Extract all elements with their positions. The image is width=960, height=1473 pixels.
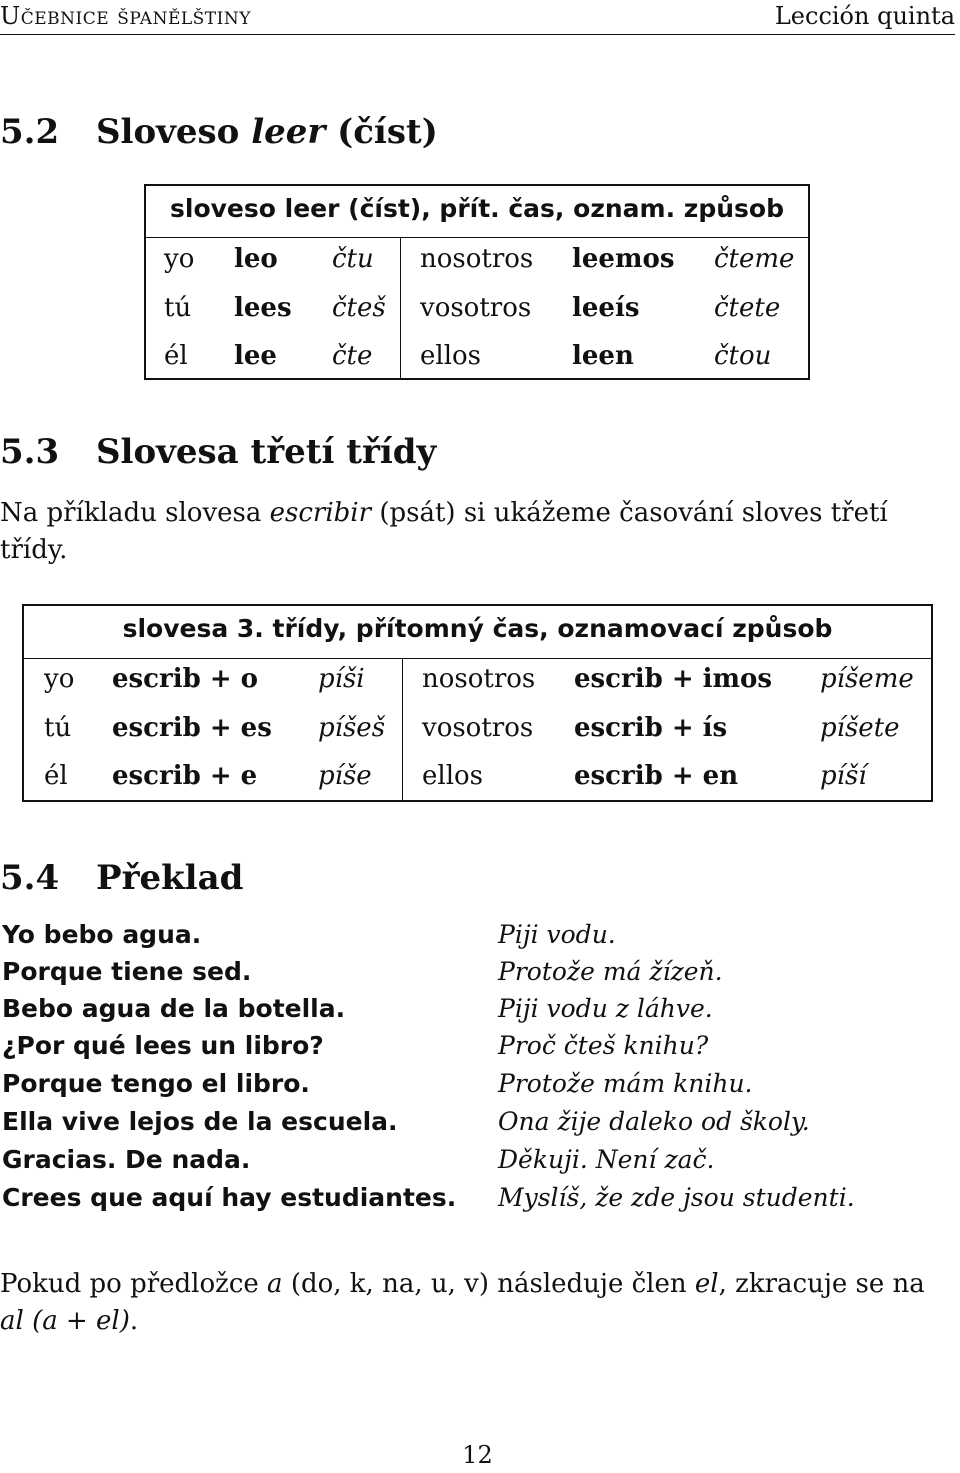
translation: čtu <box>332 244 374 274</box>
translation: čte <box>332 341 373 371</box>
translation-pair <box>0 957 955 994</box>
spanish-sentence: Crees que aquí hay estudiantes. <box>2 1183 457 1212</box>
translation: píší <box>820 761 867 791</box>
translation: čtete <box>714 293 781 323</box>
header-lesson-title: Lección quinta <box>774 2 955 30</box>
section-number: 5.2 <box>0 112 60 152</box>
verb-form: escrib + en <box>574 761 739 791</box>
paragraph-text: (psát) si ukážeme časování sloves třetí třídy. <box>0 498 888 565</box>
section-heading-5-4 <box>0 858 243 898</box>
translation-pair <box>0 1183 955 1220</box>
intro-paragraph <box>0 495 955 569</box>
section-heading-5-2 <box>0 112 438 152</box>
verb-form: escrib + ís <box>574 713 728 743</box>
section-title-keyword: leer <box>251 112 326 152</box>
translation-pair <box>0 920 955 957</box>
translation-pair <box>0 1069 955 1106</box>
table-caption: sloveso leer (číst), přít. čas, oznam. způsob <box>170 194 784 223</box>
translation: čteš <box>332 293 386 323</box>
page-number: 12 <box>462 1441 493 1469</box>
section-title-part: (číst) <box>337 112 438 152</box>
czech-sentence: Děkuji. Není zač. <box>498 1145 715 1174</box>
pronoun: tú <box>164 293 192 323</box>
section-title: Slovesa třetí třídy <box>96 432 437 472</box>
translation: píšete <box>820 713 900 743</box>
translation: píšeme <box>820 664 914 694</box>
spanish-sentence: Bebo agua de la botella. <box>2 994 346 1023</box>
note-keyword: el <box>694 1269 719 1299</box>
table-caption: slovesa 3. třídy, přítomný čas, oznamovací způsob <box>122 614 833 643</box>
pronoun: ellos <box>422 761 484 791</box>
spanish-sentence: Gracias. De nada. <box>2 1145 251 1174</box>
czech-sentence: Piji vodu. <box>498 920 616 949</box>
pronoun: él <box>164 341 188 371</box>
translation: píši <box>318 664 365 694</box>
verb-form: escrib + e <box>112 761 258 791</box>
pronoun: vosotros <box>422 713 534 743</box>
table-divider <box>400 237 401 378</box>
pronoun: tú <box>44 713 72 743</box>
verb-form: leemos <box>572 244 675 274</box>
section-title-part: Sloveso <box>96 112 240 152</box>
running-header <box>0 2 955 32</box>
spanish-sentence: Porque tiene sed. <box>2 957 252 986</box>
czech-sentence: Protože mám knihu. <box>498 1069 753 1098</box>
table-divider <box>402 658 403 800</box>
section-heading-5-3 <box>0 432 436 472</box>
pronoun: él <box>44 761 68 791</box>
translation: čteme <box>714 244 795 274</box>
verb-form: leo <box>234 244 278 274</box>
header-book-title: Učebnice španělštiny <box>0 2 251 30</box>
note-keyword: al (a + el) <box>0 1306 130 1336</box>
section-number: 5.4 <box>0 858 60 898</box>
translation-pair <box>0 1107 955 1144</box>
section-number: 5.3 <box>0 432 60 472</box>
note-keyword: a <box>267 1269 283 1299</box>
czech-sentence: Piji vodu z láhve. <box>498 994 713 1023</box>
translation-pair <box>0 1031 955 1068</box>
verb-form: lee <box>234 341 277 371</box>
header-rule <box>0 34 955 35</box>
table-divider <box>24 658 931 659</box>
czech-sentence: Proč čteš knihu? <box>498 1031 709 1060</box>
table-divider <box>146 237 808 238</box>
pronoun: ellos <box>420 341 482 371</box>
paragraph-keyword: escribir <box>269 498 372 528</box>
verb-form: escrib + imos <box>574 664 773 694</box>
czech-sentence: Ona žije daleko od školy. <box>498 1107 810 1136</box>
pronoun: nosotros <box>420 244 534 274</box>
translation: píše <box>318 761 372 791</box>
pronoun: nosotros <box>422 664 536 694</box>
conjugation-table-escribir <box>22 604 933 802</box>
verb-form: escrib + o <box>112 664 258 694</box>
verb-form: escrib + es <box>112 713 272 743</box>
pronoun: yo <box>164 244 195 274</box>
pronoun: yo <box>44 664 75 694</box>
note-text: . <box>129 1306 139 1336</box>
verb-form: leeís <box>572 293 640 323</box>
conjugation-table-leer <box>144 184 810 380</box>
note-text: , zkracuje se na <box>718 1269 925 1299</box>
translation: čtou <box>714 341 772 371</box>
spanish-sentence: Yo bebo agua. <box>2 920 202 949</box>
verb-form: leen <box>572 341 634 371</box>
pronoun: vosotros <box>420 293 532 323</box>
note-text: Pokud po předložce <box>0 1269 259 1299</box>
spanish-sentence: Ella vive lejos de la escuela. <box>2 1107 398 1136</box>
section-title: Překlad <box>96 858 244 898</box>
verb-form: lees <box>234 293 292 323</box>
spanish-sentence: Porque tengo el libro. <box>2 1069 310 1098</box>
czech-sentence: Protože má žízeň. <box>498 957 723 986</box>
translation: píšeš <box>318 713 386 743</box>
paragraph-text: Na příkladu slovesa <box>0 498 262 528</box>
note-text: (do, k, na, u, v) následuje člen <box>290 1269 687 1299</box>
spanish-sentence: ¿Por qué lees un libro? <box>2 1031 324 1060</box>
translation-pair <box>0 994 955 1031</box>
translation-pair <box>0 1145 955 1182</box>
czech-sentence: Myslíš, že zde jsou studenti. <box>498 1183 855 1212</box>
grammar-note <box>0 1266 955 1340</box>
